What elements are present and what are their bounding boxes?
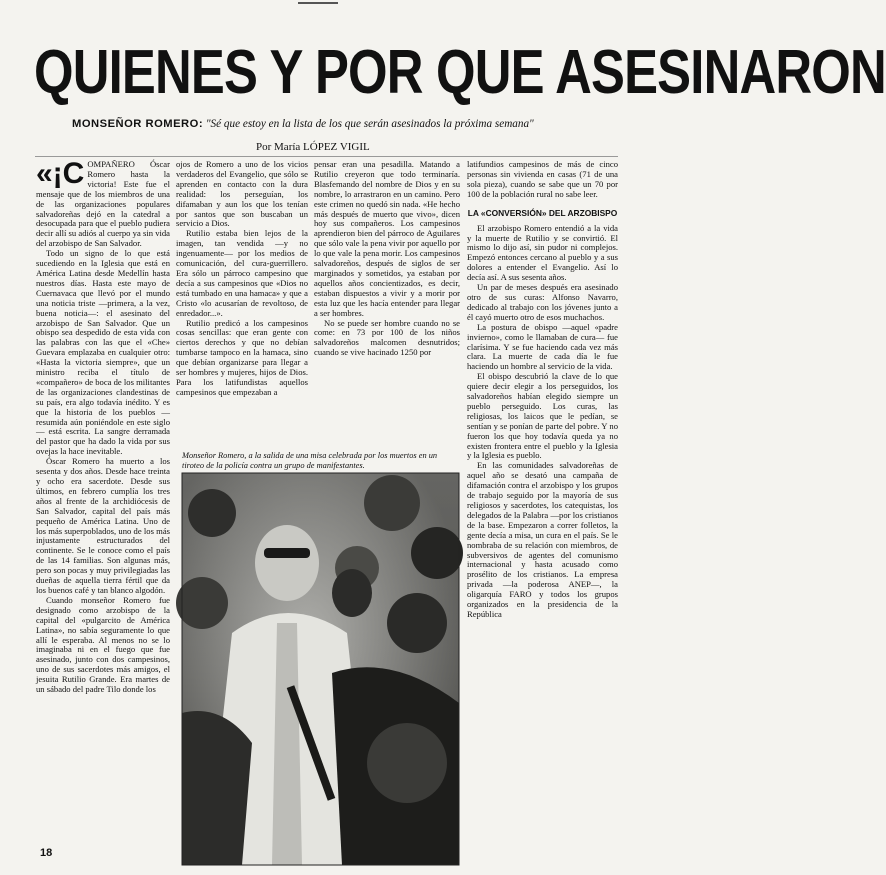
paragraph: latifundios campesinos de más de cinco personas sin vivienda en casas (71 de una sola pieza), cuando se sabe que un 70 por 100 de la población rural no sabe leer. — [467, 159, 618, 199]
paragraph: Todo un signo de lo que está sucediendo en la Iglesia que está en América Latina desde Medellín hasta nuestros días. Hasta este mayo de Cuernavaca que llevó por el mundo una noticia triste —primera, a la vez, buena noticia—: el asesinato del arzobispo de San Salvador. Que un obispo sea despedido de esta vida con las palabras con las que el «Che» Guevara emplazaba en cualquier otro: «Hasta la victoria siempre», que un ministro reciba el título de «compañero» de boca de los militantes de las organizaciones clandestinas de su país, era algo todavía inédito. Y es que la historia de los pueblos —resumida aún poniéndole en este siglo— está escrita. La sangre derramada del pastor que ha dado la vida por sus ovejas la hace inevitable. — [36, 248, 170, 457]
paragraph: En las comunidades salvadoreñas de aquel año se desató una campaña de difamación contra el arzobispo y los grupos de trabajo seguido por la mayoría de sus religiosos y sacerdotes, los catequistas, los delegados de la Palabra —por los cristianos de la base. Empezaron a correr folletos, la gente decía a misa, un cura en el país. Se le nombraba de su relación con miembros, de subversivos de agentes del comunismo internacional y hasta acusado como prosélito de los cristianos. La empresa privada —la poderosa ANEP—, la oligarquía FARO y todos los grupos organizados en la presidencia de la República — [467, 460, 618, 619]
drop-cap: «¡C — [36, 157, 85, 190]
photo-caption: Monseñor Romero, a la salida de una misa celebrada por los muertos en un tiroteo de la policía contra un grupo de manifestantes. — [182, 451, 438, 470]
paragraph: La postura de obispo —aquel «padre invierno», como le llamaban de cura— fue clarísima. Y se fue haciendo cada vez más clara. La muerte de cada día le fue haciendo un hombre al servicio de la vida. — [467, 321, 618, 372]
column-2 — [176, 160, 308, 450]
page-number: 18 — [40, 847, 53, 859]
paragraph: ojos de Romero a uno de los vicios verdaderos del Evangelio, que sólo se aprenden en contacto con la dura realidad: los perseguían, los difamaban y aun los que los tenían por santos que son buscaban un servicio a Dios. — [176, 159, 308, 229]
byline: Por María LÓPEZ VIGIL — [256, 141, 370, 153]
paragraph: Rutilio predicó a los campesinos cosas sencillas: que eran gente con ciertos derechos y que no debían tumbarse tampoco en la hamaca, sino que debían organizarse para llegar a ser hombres y mujeres, hijos de Dios. Para los latifundistas aquellos campesinos que empezaban a — [176, 317, 308, 397]
column-3 — [314, 160, 460, 450]
paragraph: pensar eran una pesadilla. Matando a Rutilio creyeron que todo terminaría. Blasfemando del nombre de Dios y en su nombre, lo arrastraron en un camino. Pero este crimen no quedó sin nada. «He hecho más después de muerto que vivo», dicen hoy sus compañeros. Los campesinos aprendieron bien del párroco de Aguilares que sólo vale la pena vivir por aquello por lo que vale la pena morir. Los campesinos salvadoreños, después de siglos de ser marginados y sometidos, ya estaban por aquellos años concientizados, es decir, estaban dispuestos a vivir y a morir por esta luz que les hacía entender para llegar a ser hombres. — [314, 159, 460, 318]
top-mark — [298, 2, 338, 4]
paragraph — [36, 157, 170, 249]
paragraph-text: OMPAÑERO Óscar Romero hasta la victoria! Este fue el mensaje que de los miembros de una de las organizaciones populares salvadoreñas dejó en la catedral a desocupada para que el pueblo pudiera decir allí su adiós al cuerpo ya sin vida del arzobispo de San Salvador. — [36, 159, 170, 249]
column-1 — [36, 157, 170, 865]
subhead-lead: MONSEÑOR ROMERO: — [72, 118, 204, 130]
subhead — [72, 118, 620, 130]
photo-monsenor-romero — [182, 473, 459, 865]
paragraph: El obispo descubrió la clave de lo que quiere decir elegir a los perseguidos, los salvadoreños habían elegido siempre un pueblo perseguido. Los curas, las religiosas, los laicos que le pedían, se sentían y se ponían de parte del pobre. Y no fueron los que hoy todavía queda ya no existen frontera entre el pueblo y la Iglesia y la Iglesia es pueblo. — [467, 371, 618, 461]
photo-image — [182, 473, 459, 865]
paragraph: El arzobispo Romero entendió a la vida y la muerte de Rutilio y se convirtió. El mismo lo dijo así, sin pudor ni complejos. Empezó entonces cercano al pueblo y a sus dolores a entender el Evangelio. Así lo decía así. A sus sesenta años. — [467, 222, 618, 283]
column-4 — [467, 160, 618, 865]
paragraph: Óscar Romero ha muerto a los sesenta y dos años. Desde hace treinta y ocho era sacerdote. Desde sus últimos, en febrero cumplía los tres años al frente de la archidiócesis de San Salvador, capital del país más pequeño de América Latina. Uno de los más superpoblados, uno de los más injustamente estructurados del continente. Se le conoce como el país de las 14 familias. Son algunas más, pero son pocas y muy privilegiadas las dueñas de aquella tierra fértil que da los buenos café y tan blanco algodón. — [36, 456, 170, 595]
paragraph: Un par de meses después era asesinado otro de sus curas: Alfonso Navarro, dedicado al trabajo con los jóvenes junto a él cayó muerto otro de esos muchachos. — [467, 282, 618, 322]
headline: QUIENES Y POR QUE ASESINARON — [34, 38, 886, 107]
subhead-quote: "Sé que estoy en la lista de los que serán asesinados la próxima semana" — [205, 118, 534, 130]
header-rule — [35, 156, 618, 157]
paragraph: No se puede ser hombre cuando no se come: en 73 por 100 de los niños salvadoreños malcomen desnutridos; cuando se vive hacinado 1250 por — [314, 317, 460, 358]
paragraph: Rutilio estaba bien lejos de la imagen, tan vendida —y no ingenuamente— por los medios de comunicación, del cura-guerrillero. Era sólo un párroco campesino que decía a sus campesinos que «Dios no está tumbado en una hamaca» y que a Cristo «lo acusarían de revoltoso, de enredador...». — [176, 228, 308, 318]
paragraph: Cuando monseñor Romero fue designado como arzobispo de la capital del «pulgarcito de América Latina», no sabía seguramente lo que allí le esperaba. Al menos no se lo imaginaba ni en el fuego que fue asesinado, junto con dos campesinos, uno de sus sacerdotes más amigos, el jesuita Rutilio Grande. Era martes de un sábado del padre Tilo donde los — [36, 594, 170, 695]
section-title: LA «CONVERSIÓN» DEL ARZOBISPO — [467, 207, 618, 218]
